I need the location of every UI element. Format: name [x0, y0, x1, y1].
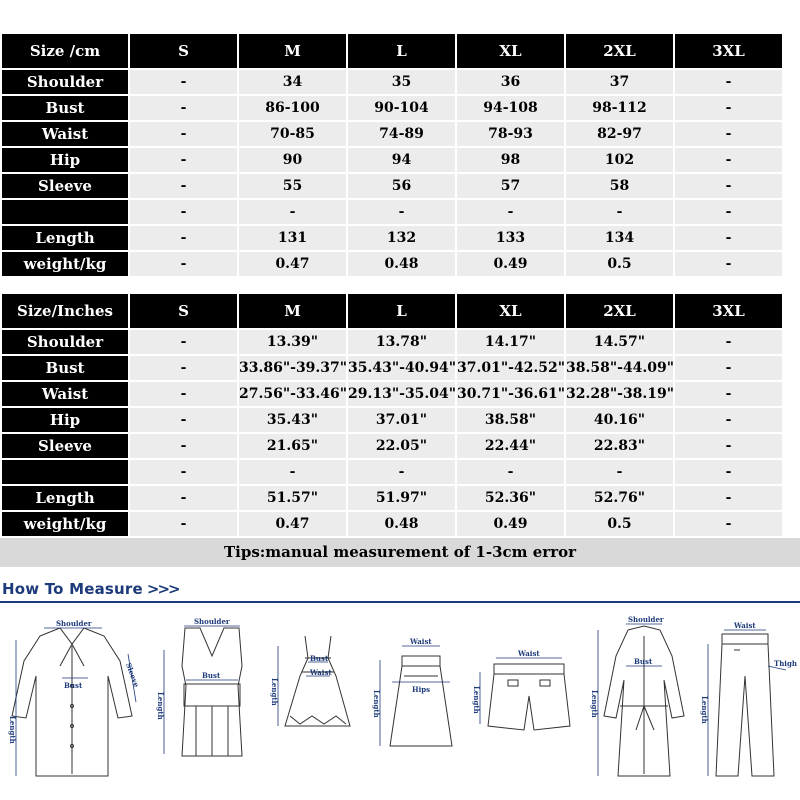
table-cell: -: [130, 148, 237, 172]
table-cell: 90: [239, 148, 346, 172]
table-row: [2, 330, 782, 354]
table-row: [2, 512, 782, 536]
table-cell: -: [675, 70, 782, 94]
size-table-cm-body: [2, 70, 782, 276]
figure-label: Bust: [310, 654, 329, 663]
row-label: weight/kg: [2, 512, 128, 536]
table-cell: -: [348, 460, 455, 484]
figure-label: Bust: [634, 657, 653, 666]
size-header: 3XL: [675, 294, 782, 328]
table-row: [2, 70, 782, 94]
coat-sketch-icon: [604, 626, 684, 776]
measurement-figures: [0, 606, 800, 800]
size-header: XL: [457, 34, 564, 68]
table-cell: 33.86"-39.37": [239, 356, 346, 380]
corner-label-inches: Size/Inches: [2, 294, 128, 328]
row-label: Hip: [2, 148, 128, 172]
table-cell: 86-100: [239, 96, 346, 120]
table-cell: -: [566, 460, 673, 484]
figure-label: Length: [270, 678, 279, 706]
table-cell: 55: [239, 174, 346, 198]
row-label: weight/kg: [2, 252, 128, 276]
table-cell: 37.01"-42.52": [457, 356, 564, 380]
table-cell: -: [130, 200, 237, 224]
table-cell: -: [675, 460, 782, 484]
table-row: [2, 226, 782, 250]
table-cell: 27.56"-33.46": [239, 382, 346, 406]
size-table-cm-header: [2, 34, 782, 68]
figure-label: Length: [8, 716, 17, 744]
table-cell: -: [675, 408, 782, 432]
figure-label: Length: [472, 686, 481, 714]
table-cell: 58: [566, 174, 673, 198]
dress-sketch-icon: [285, 636, 350, 726]
table-cell: -: [675, 174, 782, 198]
table-cell: -: [130, 122, 237, 146]
table-cell: -: [675, 356, 782, 380]
table-cell: -: [130, 356, 237, 380]
table-row: [2, 486, 782, 510]
row-label: Hip: [2, 408, 128, 432]
table-row: [2, 382, 782, 406]
table-cell: 134: [566, 226, 673, 250]
table-cell: 22.44": [457, 434, 564, 458]
figure-label: Shoulder: [56, 619, 92, 628]
figure-label: Waist: [310, 668, 332, 677]
table-cell: 0.47: [239, 512, 346, 536]
table-row: [2, 408, 782, 432]
skirt-sketch-icon: [390, 656, 452, 746]
table-cell: -: [130, 486, 237, 510]
table-cell: 38.58"-44.09": [566, 356, 673, 380]
table-cell: -: [675, 200, 782, 224]
tips-banner: Tips:manual measurement of 1-3cm error: [0, 538, 800, 567]
row-label: Sleeve: [2, 434, 128, 458]
heading-divider: [0, 601, 800, 603]
table-cell: -: [457, 200, 564, 224]
how-to-measure-heading: [2, 580, 179, 598]
table-cell: 14.17": [457, 330, 564, 354]
table-row: [2, 122, 782, 146]
how-to-measure-title: How To Measure: [2, 580, 143, 598]
figure-label: Length: [700, 696, 709, 724]
table-cell: 34: [239, 70, 346, 94]
table-cell: 38.58": [457, 408, 564, 432]
size-header: 3XL: [675, 34, 782, 68]
table-cell: -: [239, 460, 346, 484]
table-cell: 0.47: [239, 252, 346, 276]
row-label: [2, 460, 128, 484]
table-cell: -: [675, 252, 782, 276]
table-cell: 29.13"-35.04": [348, 382, 455, 406]
table-cell: -: [675, 122, 782, 146]
table-row: [2, 460, 782, 484]
size-table-inches-body: [2, 330, 782, 536]
table-row: [2, 174, 782, 198]
table-cell: 132: [348, 226, 455, 250]
table-cell: 22.05": [348, 434, 455, 458]
figure-label: Length: [590, 690, 599, 718]
table-cell: 52.76": [566, 486, 673, 510]
figure-label: Shoulder: [194, 617, 230, 626]
table-cell: 37.01": [348, 408, 455, 432]
table-cell: 52.36": [457, 486, 564, 510]
table-cell: 94: [348, 148, 455, 172]
table-cell: -: [130, 174, 237, 198]
figure-label: Bust: [202, 671, 221, 680]
row-label: Bust: [2, 356, 128, 380]
figure-label: Thigh: [774, 659, 797, 668]
table-cell: -: [130, 330, 237, 354]
table-row: [2, 148, 782, 172]
figure-label: Waist: [734, 621, 756, 630]
table-cell: 35.43": [239, 408, 346, 432]
figure-label: Bust: [64, 681, 83, 690]
row-label: [2, 200, 128, 224]
table-cell: -: [675, 148, 782, 172]
size-header: L: [348, 34, 455, 68]
table-cell: 94-108: [457, 96, 564, 120]
row-label: Sleeve: [2, 174, 128, 198]
table-cell: -: [675, 330, 782, 354]
table-cell: -: [675, 486, 782, 510]
table-row: [2, 252, 782, 276]
table-cell: -: [130, 408, 237, 432]
size-table-cm: [0, 32, 784, 278]
table-cell: -: [675, 382, 782, 406]
table-cell: 70-85: [239, 122, 346, 146]
table-cell: 35.43"-40.94": [348, 356, 455, 380]
table-cell: 82-97: [566, 122, 673, 146]
table-cell: -: [566, 200, 673, 224]
table-cell: -: [130, 512, 237, 536]
table-cell: 0.49: [457, 252, 564, 276]
figure-label: Length: [156, 692, 165, 720]
table-cell: 0.48: [348, 512, 455, 536]
table-cell: 40.16": [566, 408, 673, 432]
table-cell: 74-89: [348, 122, 455, 146]
table-cell: -: [130, 70, 237, 94]
table-row: [2, 200, 782, 224]
table-cell: 0.49: [457, 512, 564, 536]
table-cell: -: [130, 434, 237, 458]
table-cell: -: [130, 382, 237, 406]
table-cell: -: [130, 96, 237, 120]
table-cell: 14.57": [566, 330, 673, 354]
table-cell: 51.97": [348, 486, 455, 510]
table-cell: 0.5: [566, 252, 673, 276]
table-cell: 0.48: [348, 252, 455, 276]
table-cell: 22.83": [566, 434, 673, 458]
table-cell: 98-112: [566, 96, 673, 120]
table-cell: -: [130, 226, 237, 250]
size-header: 2XL: [566, 34, 673, 68]
table-cell: 131: [239, 226, 346, 250]
table-cell: 13.78": [348, 330, 455, 354]
figure-label: Waist: [518, 649, 540, 658]
table-row: [2, 356, 782, 380]
figure-label: Hips: [412, 685, 431, 694]
figure-label: Length: [372, 690, 381, 718]
table-row: [2, 434, 782, 458]
size-table-inches-header: [2, 294, 782, 328]
table-cell: 0.5: [566, 512, 673, 536]
corner-label-cm: Size /cm: [2, 34, 128, 68]
table-cell: 133: [457, 226, 564, 250]
table-cell: 51.57": [239, 486, 346, 510]
size-header: S: [130, 294, 237, 328]
table-cell: -: [457, 460, 564, 484]
row-label: Shoulder: [2, 70, 128, 94]
arrows-icon: >>>: [146, 580, 179, 598]
garment-sketches: [0, 606, 800, 800]
table-cell: -: [675, 434, 782, 458]
table-cell: -: [675, 512, 782, 536]
table-cell: 32.28"-38.19": [566, 382, 673, 406]
figure-label: Shoulder: [628, 615, 664, 624]
row-label: Length: [2, 226, 128, 250]
table-cell: -: [130, 460, 237, 484]
size-header: 2XL: [566, 294, 673, 328]
figure-label: Sleeve: [124, 661, 142, 689]
table-cell: 78-93: [457, 122, 564, 146]
table-row: [2, 96, 782, 120]
shorts-sketch-icon: [488, 664, 570, 730]
table-cell: 90-104: [348, 96, 455, 120]
table-cell: 13.39": [239, 330, 346, 354]
table-cell: 35: [348, 70, 455, 94]
size-header: M: [239, 294, 346, 328]
trousers-sketch-icon: [716, 634, 774, 776]
table-cell: 98: [457, 148, 564, 172]
size-header: M: [239, 34, 346, 68]
table-cell: -: [675, 96, 782, 120]
row-label: Bust: [2, 96, 128, 120]
row-label: Length: [2, 486, 128, 510]
tank-top-sketch-icon: [182, 628, 242, 756]
size-header: S: [130, 34, 237, 68]
blouse-sketch-icon: [12, 628, 132, 776]
table-cell: -: [348, 200, 455, 224]
figure-label: Waist: [410, 637, 432, 646]
size-header: XL: [457, 294, 564, 328]
row-label: Waist: [2, 122, 128, 146]
table-cell: 36: [457, 70, 564, 94]
row-label: Waist: [2, 382, 128, 406]
table-cell: 30.71"-36.61": [457, 382, 564, 406]
table-cell: 37: [566, 70, 673, 94]
table-cell: -: [675, 226, 782, 250]
size-header: L: [348, 294, 455, 328]
table-cell: 56: [348, 174, 455, 198]
row-label: Shoulder: [2, 330, 128, 354]
size-table-inches: [0, 292, 784, 538]
table-cell: 102: [566, 148, 673, 172]
table-cell: -: [130, 252, 237, 276]
table-cell: -: [239, 200, 346, 224]
table-cell: 21.65": [239, 434, 346, 458]
table-cell: 57: [457, 174, 564, 198]
